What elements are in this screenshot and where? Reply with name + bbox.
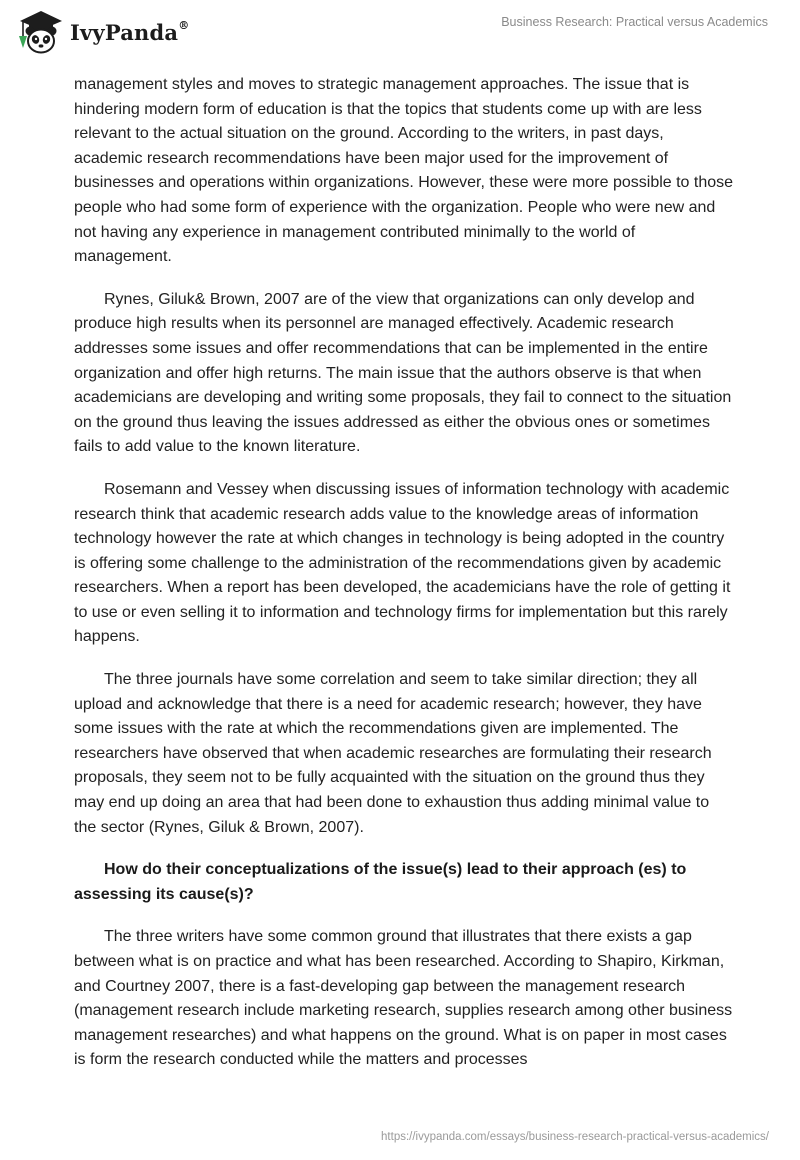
source-url[interactable]: https://ivypanda.com/essays/business-research-practical-versus-academics/ [381,1131,769,1143]
page-header [0,0,800,64]
panda-graduate-icon [14,8,66,56]
brand-logo[interactable] [14,8,189,56]
registered-mark: ® [178,18,190,32]
brand-name: IvyPanda® [70,18,190,45]
document-title: Business Research: Practical versus Academics [501,15,768,29]
paragraph-5: The three writers have some common ground that illustrates that there exists a gap between what is on practice and what has been researched. According to Shapiro, Kirkman, and Courtney 2007, there is a fast-developing gap between the management research (management research include marketing research, supplies research among other business management researches) and what happens on the ground. What is on paper in most cases is form the research conducted while the matters and processes [74,928,733,1069]
paragraph-2: Rynes, Giluk& Brown, 2007 are of the view that organizations can only develop and produce high results when its personnel are managed effectively. Academic research addresses some issues and offer recommendations that can be implemented in the entire organization and offer high returns. The main issue that the authors observe is that when academicians are developing and writing some proposals, they fail to connect to the situation on the ground thus leaving the issues addressed as either the obvious ones or sometimes fails to add value to the known literature. [74,290,732,456]
paragraph-4: The three journals have some correlation and seem to take similar direction; they all upload and acknowledge that there is a need for academic research; however, they have some issues with the rate at which the recommendations given are implemented. The researchers have observed that when academic researches are formulating their research proposals, they seem not to be fully acquainted with the situation on the ground thus they may end up doing an area that had been done to exhaustion thus adding minimal value to the sector (Rynes, Giluk & Brown, 2007). [74,671,712,836]
paragraph-1: management styles and moves to strategic management approaches. The issue that is hindering modern form of education is that the topics that students come up with are less relevant to the actual situation on the ground. According to the writers, in past days, academic research recommendations have been major used for the improvement of businesses and operations within organizations. However, these were more possible to those people who had some form of experience with the organization. People who were new and not having any experience in management contributed minimally to the world of management. [74,76,734,266]
paragraph-3: Rosemann and Vessey when discussing issues of information technology with academic research think that academic research adds value to the knowledge areas of information technology however the rate at which changes in technology is being adopted in the country is offering some challenge to the administration of the recommendations given by academic researchers. When a report has been developed, the academicians have the role of getting it to use or even selling it to information and technology firms for implementation but this rarely happens. [74,480,731,646]
section-heading: How do their conceptualizations of the issue(s) lead to their approach (es) to assessing its cause(s)? [74,861,687,903]
essay-body [74,73,734,1091]
